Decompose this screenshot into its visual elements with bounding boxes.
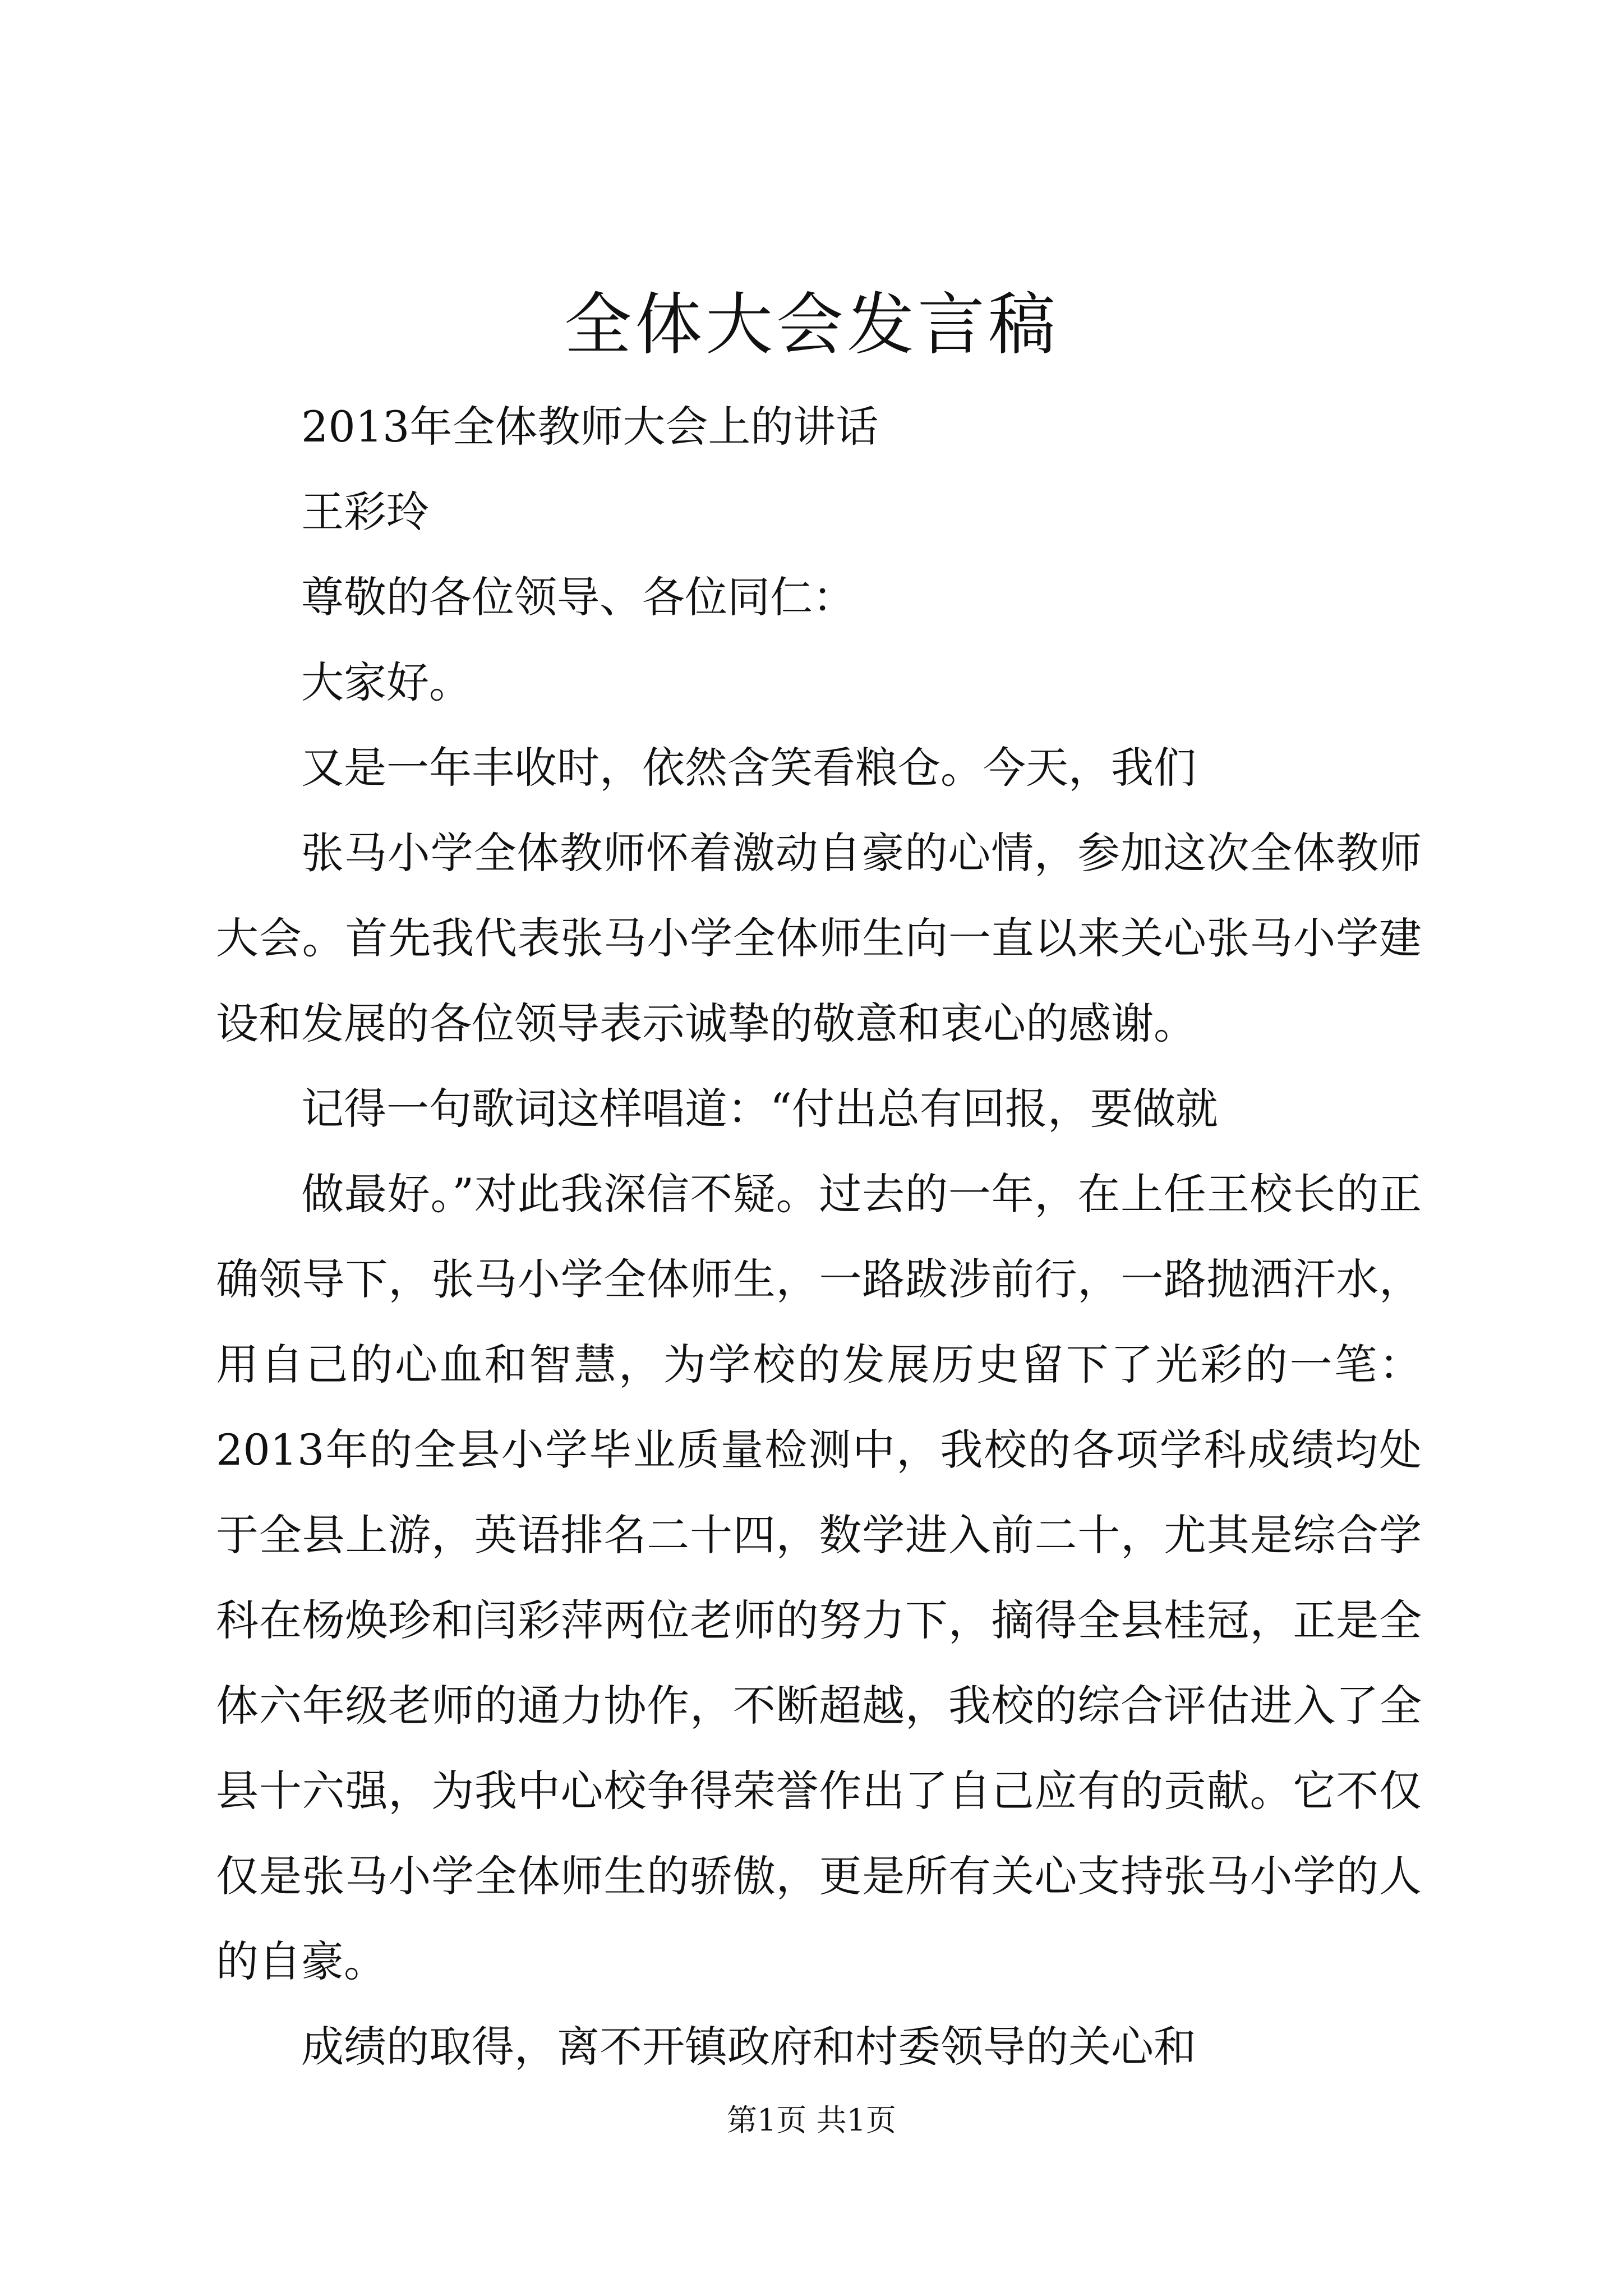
speaker-name: 王彩玲 [301,487,429,537]
speech-heading: 2013年全体教师大会上的讲话 [301,402,879,452]
paragraph-opening: 又是一年丰收时，依然含笑看粮仓。今天，我们 [301,743,1196,793]
page-footer: 第1页 共1页 [727,2102,896,2138]
paragraph-thanks: 张马小学全体教师怀着激动自豪的心情，参加这次全体教师大会。首先我代表张马小学全体师生向一直以来关心张马小学建设和发展的各位领导表示诚挚的敬意和衷心的感谢。 [216,828,1422,1048]
document-title: 全体大会发言稿 [564,286,1059,364]
greeting: 大家好。 [301,657,472,707]
document-body [216,384,1422,2090]
paragraph-achievements: 做最好。”对此我深信不疑。过去的一年，在上任王校长的正确领导下，张马小学全体师生，一路跋涉前行，一路抛洒汗水，用自己的心血和智慧，为学校的发展历史留下了光彩的一笔：2013年的全县小学毕业质量检测中，我校的各项学科成绩均处于全县上游，英语排名二十四，数学进入前二十，尤其是综合学科在杨焕珍和闫彩萍两位老师的努力下，摘得全县桂冠，正是全体六年级老师的通力协作，不断超越，我校的综合评估进入了全县十六强，为我中心校争得荣誉作出了自己应有的贡献。它不仅仅是张马小学全体师生的骄傲，更是所有关心支持张马小学的人的自豪。 [216,1169,1422,1986]
paragraph-closing: 成绩的取得，离不开镇政府和村委领导的关心和 [301,2022,1196,2072]
salutation: 尊敬的各位领导、各位同仁： [301,572,855,622]
paragraph-lyric: 记得一句歌词这样唱道：“付出总有回报，要做就 [301,1084,1218,1134]
